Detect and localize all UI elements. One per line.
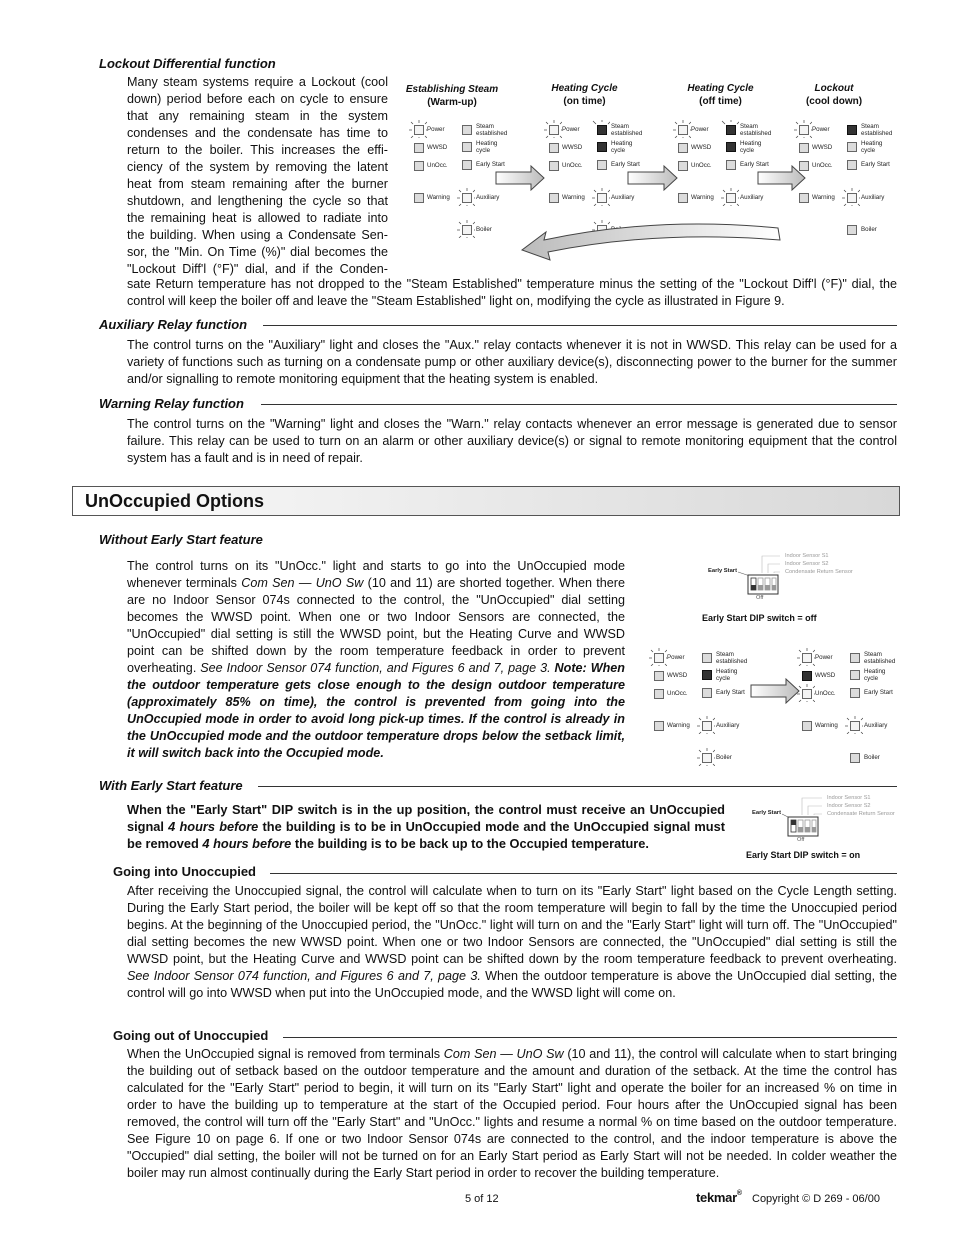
fig9-panel-1-aux-label-line: Auxiliary bbox=[476, 194, 500, 201]
lockout-paragraph-tail: sate Return temperature has not dropped to the "Steam Established" temperature minus the setting of the "Lockout Diff'l (°F)" dial, the control will keep the boiler off and leave the "Steam Established" light on, modifying the cycle as illustrated in Figure 9. bbox=[127, 277, 897, 308]
unocc-after-heat1-label-line: Heating bbox=[864, 668, 886, 675]
lockout-line: heat from steam remaining after the burner bbox=[127, 177, 388, 191]
fig9-panel-1-power-label-line: Power bbox=[427, 126, 445, 133]
fig9-panel-1-steam1-label-line: established bbox=[476, 130, 508, 137]
fig9-panel-3-warning-label-line: Warning bbox=[691, 194, 714, 201]
unocc-before-heat1-label-line: cycle bbox=[716, 675, 731, 682]
dip-on-graphic bbox=[744, 790, 944, 840]
panel-1-heading: Establishing Steam (Warm-up) bbox=[405, 84, 499, 108]
going-into-rule bbox=[270, 873, 897, 874]
fig9-panel-2-wwsd-label-line: WWSD bbox=[562, 144, 583, 151]
page-number: 5 of 12 bbox=[465, 1193, 499, 1205]
fig9-panel-3-wwsd-label-line: WWSD bbox=[691, 144, 712, 151]
fig9-panel-3-heat1-label-line: Heating bbox=[740, 140, 762, 147]
going-out-paragraph: When the UnOccupied signal is removed from terminals Com Sen — UnO Sw (10 and 11), the control will calculate when to start bringing the building out of setback based on the outdoor temperature and the amount and duration of the setback. At the time the control has calculated for the "Early Start" period to begin, it will turn on its "Early Start" light and operate the boiler for an increased % on time in order to have the building up to temperature at the start of the Occupied period. Four hours after the UnOccupied signal has been removed, the control will turn off the "Early Start" and "UnOcc." lights and resume a normal % on time based on the outdoor temperature. See Figure 10 on page 6. If one or two Indoor Sensor 074s are connected to the control, and the indoor temperature is above the "Occupied" dial setting, the boiler will not be turned on for an Early Start period as Early Start will not be needed. In colder weather the boiler may run almost continually during the Early Start period in order to recover the building temperature. bbox=[127, 1047, 897, 1180]
without-early-start-note: Note: When the outdoor temperature gets close enough to the design outdoor temperature (approximately 85% on time), the control is prevented from going into the UnOccupied mode in order to avoid long pick-up times. If the control is already in the UnOccupied mode and the outdoor temperature drops below the setback limit, it will switch back into the Occupied mode. bbox=[127, 661, 625, 760]
fig9-panel-1-early-label-line: Early Start bbox=[476, 161, 505, 168]
unocc-before-warning-label-line: Warning bbox=[667, 722, 690, 729]
dip-switch-off-figure bbox=[700, 548, 900, 628]
figure-9-cycle-diagram bbox=[396, 80, 916, 270]
brand-logo: tekmar® bbox=[696, 1190, 742, 1205]
unocc-after-early-label-line: Early Start bbox=[864, 689, 893, 696]
dip-off-early-start-label: Early Start bbox=[708, 568, 737, 574]
unocc-before-steam1-label-line: Steam bbox=[716, 651, 734, 658]
fig9-panel-1-heat1-label-line: Heating bbox=[476, 140, 498, 147]
dip-on-off-label: Off bbox=[797, 837, 805, 843]
auxiliary-paragraph: The control turns on the "Auxiliary" light and closes the "Aux." relay contacts whenever it is not in WWSD. This relay can be used for a variety of functions such as turning on a condensate pump or other auxiliary device(s), disconnecting power to the burner for the summer and/or signalling to remote monitoring equipment that the heating system is enabled. bbox=[127, 338, 897, 386]
lockout-line: the remaining heat is allowed to radiate into bbox=[127, 211, 388, 225]
unocc-before-steam1-label-line: established bbox=[716, 658, 748, 665]
unoccupied-transition-diagram bbox=[646, 640, 906, 765]
warning-heading: Warning Relay function bbox=[99, 396, 244, 411]
unocc-before-wwsd-label-line: WWSD bbox=[667, 672, 688, 679]
with-early-start-rule bbox=[258, 786, 897, 787]
without-early-start-paragraph: The control turns on its "UnOcc." light and starts to go into the UnOccupied mode whenever terminals Com Sen — UnO Sw (10 and 11) are shorted together. When there are no Indoor Sensor 074s connected to the control, the "UnOccupied" dial setting becomes the WWSD point. When one or two Indoor Sensors are connected, the "UnOccupied" dial setting is still the WWSD point, but the Heating Curve and WWSD point can be shifted down by the room temperature feedback in order to prevent overheating. See Indoor Sensor 074 function, and Figures 6 and 7, page 3. Note: When the outdoor temperature gets close enough to the design outdoor temperature (approximately 85% on time), the control is prevented from going into the UnOccupied mode in order to avoid long pick-up times. If the control is already in the UnOccupied mode and the outdoor temperature drops below the setback limit, it will switch back into the Occupied mode. bbox=[127, 559, 625, 760]
section-title: UnOccupied Options bbox=[85, 491, 265, 511]
unocc-after-boiler-label-line: Boiler bbox=[864, 754, 880, 761]
unocc-before-early-label-line: Early Start bbox=[716, 689, 745, 696]
dip-off-graphic bbox=[700, 548, 900, 598]
fig9-panel-4-early-label-line: Early Start bbox=[861, 161, 890, 168]
going-into-heading: Going into Unoccupied bbox=[113, 864, 256, 879]
with-early-start-heading: With Early Start feature bbox=[99, 778, 243, 793]
panel-4-heading: Lockout (cool down) bbox=[805, 83, 863, 107]
with-early-start-paragraph: When the "Early Start" DIP switch is in the up position, the control must receive an UnOccupied signal 4 hours before the building is to be in UnOccupied mode and the UnOccupied signal must be removed 4 hours before the building is to be back up to the Occupied temperature. bbox=[127, 802, 726, 851]
unocc-before-heat1-label-line: Heating bbox=[716, 668, 738, 675]
fig9-panel-2-heat1-label-line: Heating bbox=[611, 140, 633, 147]
fig9-panel-3-heat1-label-line: cycle bbox=[740, 147, 755, 154]
lockout-line: ciency of the system by removing the latent bbox=[127, 160, 388, 174]
unocc-after-warning-label-line: Warning bbox=[815, 722, 838, 729]
copyright: Copyright © D 269 - 06/00 bbox=[752, 1193, 880, 1205]
unocc-before-power-label-line: Power bbox=[667, 654, 685, 661]
fig9-panel-4-steam1-label-line: established bbox=[861, 130, 893, 137]
dip-off-s1-label: Indoor Sensor S1 bbox=[785, 553, 829, 559]
going-into-paragraph: After receiving the Unoccupied signal, the control will calculate when to turn on its "Early Start" light based on the Cycle Length setting. During the Early Start period, the boiler will be kept off so that the room temperature will begin to fall by the time the Unoccupied period begins. At the beginning of the Unoccupied period, the "UnOcc." light will turn on and the "Early Start" light will turn off. The "UnOccupied" dial setting becomes the new WWSD point. When one or two Indoor Sensors are connected, the "UnOccupied" dial setting is still the WWSD point, but the Heating Curve and WWSD point can be shifted down by the room temperature feedback to prevent overheating. See Indoor Sensor 074 function, and Figures 6 and 7, page 3. When the outdoor temperature is above the UnOccupied dial setting, the control will go into WWSD when put into the UnOccupied mode, and the WWSD light will come on. bbox=[127, 884, 897, 1000]
fig9-panel-4-boiler-label-line: Boiler bbox=[861, 226, 877, 233]
fig9-panel-1-heat1-label-line: cycle bbox=[476, 147, 491, 154]
auxiliary-heading: Auxiliary Relay function bbox=[99, 317, 248, 332]
panel-2-heading: Heating Cycle (on time) bbox=[551, 83, 618, 107]
arrow-right-3 bbox=[758, 166, 805, 190]
lockout-line: return to the boiler. This increases the effi- bbox=[127, 143, 388, 157]
fig9-panel-1-boiler-label-line: Boiler bbox=[476, 226, 492, 233]
lockout-line: Many steam systems require a Lockout (cool bbox=[127, 75, 388, 89]
fig9-panel-2-warning-label-line: Warning bbox=[562, 194, 585, 201]
fig9-panel-2-power-label-line: Power bbox=[562, 126, 580, 133]
fig9-panel-4-heat1-label-line: cycle bbox=[861, 147, 876, 154]
fig9-panel-4-steam1-label-line: Steam bbox=[861, 123, 879, 130]
arrow-right-1 bbox=[496, 166, 544, 190]
lockout-line: "Lockout Diff'l (°F)" dial, and if the Conden- bbox=[127, 262, 388, 276]
fig9-panel-2-steam1-label-line: Steam bbox=[611, 123, 629, 130]
unocc-after-steam1-label-line: Steam bbox=[864, 651, 882, 658]
cycle-arrows bbox=[396, 80, 916, 270]
lockout-heading: Lockout Differential function bbox=[99, 56, 276, 71]
auxiliary-rule bbox=[263, 325, 897, 326]
unocc-before-boiler-label-line: Boiler bbox=[716, 754, 732, 761]
dip-on-caption: Early Start DIP switch = on bbox=[746, 850, 861, 860]
unocc-after-steam1-label-line: established bbox=[864, 658, 896, 665]
warning-rule bbox=[261, 404, 897, 405]
unocc-after-wwsd-label-line: WWSD bbox=[815, 672, 836, 679]
going-out-heading: Going out of Unoccupied bbox=[113, 1028, 269, 1043]
lockout-line: sor, the "Min. On Time (%)" dial becomes the bbox=[127, 245, 388, 259]
lockout-line: that any remaining steam in the system bbox=[127, 109, 388, 123]
arrow-return bbox=[522, 224, 780, 260]
arrow-right-2 bbox=[628, 166, 677, 190]
lockout-line: condenses and the condensate has time to bbox=[127, 126, 388, 140]
fig9-panel-2-steam1-label-line: established bbox=[611, 130, 643, 137]
fig9-panel-4-heat1-label-line: Heating bbox=[861, 140, 883, 147]
unocc-before-aux-label-line: Auxiliary bbox=[716, 722, 740, 729]
fig9-panel-2-aux-label-line: Auxiliary bbox=[611, 194, 635, 201]
unocc-after-power-label-line: Power bbox=[815, 654, 833, 661]
fig9-panel-2-early-label-line: Early Start bbox=[611, 161, 640, 168]
lockout-line: shutdown, and lengthening the cycle so that bbox=[127, 194, 388, 208]
lockout-line: the building. When using a Condensate Sen- bbox=[127, 228, 388, 242]
fig9-panel-2-heat1-label-line: cycle bbox=[611, 147, 626, 154]
dip-off-s2-label: Indoor Sensor S2 bbox=[785, 561, 829, 567]
dip-on-early-start-label: Early Start bbox=[752, 810, 781, 816]
unoccupied-section-bar bbox=[72, 486, 900, 516]
unocc-after-heat1-label-line: cycle bbox=[864, 675, 879, 682]
fig9-panel-3-unocc-label-line: UnOcc. bbox=[691, 162, 712, 169]
fig9-panel-3-steam1-label-line: Steam bbox=[740, 123, 758, 130]
dip-on-cond-label: Condensate Return Sensor bbox=[827, 811, 895, 817]
fig9-panel-1-unocc-label-line: UnOcc. bbox=[427, 162, 448, 169]
dip-on-s1-label: Indoor Sensor S1 bbox=[827, 795, 871, 801]
fig9-panel-4-warning-label-line: Warning bbox=[812, 194, 835, 201]
unocc-after-unocc-label-line: UnOcc. bbox=[815, 690, 836, 697]
dip-switch-on-figure bbox=[744, 790, 944, 865]
fig9-panel-4-unocc-label-line: UnOcc. bbox=[812, 162, 833, 169]
dip-off-off-label: Off bbox=[756, 595, 764, 601]
fig9-panel-4-wwsd-label-line: WWSD bbox=[812, 144, 833, 151]
fig9-panel-1-steam1-label-line: Steam bbox=[476, 123, 494, 130]
unocc-after-aux-label-line: Auxiliary bbox=[864, 722, 888, 729]
panel-3-heading: Heating Cycle (off time) bbox=[687, 83, 754, 107]
dip-off-caption: Early Start DIP switch = off bbox=[702, 613, 817, 623]
dip-on-s2-label: Indoor Sensor S2 bbox=[827, 803, 871, 809]
lockout-paragraph bbox=[127, 74, 388, 278]
fig9-panel-4-aux-label-line: Auxiliary bbox=[861, 194, 885, 201]
without-early-start-heading: Without Early Start feature bbox=[99, 532, 263, 547]
fig9-panel-3-aux-label-line: Auxiliary bbox=[740, 194, 764, 201]
fig9-panel-3-early-label-line: Early Start bbox=[740, 161, 769, 168]
fig9-panel-4-power-label-line: Power bbox=[812, 126, 830, 133]
unocc-before-unocc-label-line: UnOcc. bbox=[667, 690, 688, 697]
unocc-arrow bbox=[646, 640, 906, 765]
lockout-line: down) period before each on cycle to ensure bbox=[127, 92, 388, 106]
going-out-rule bbox=[283, 1037, 897, 1038]
warning-paragraph: The control turns on the "Warning" light and closes the "Warn." relay contacts whenever an error message is generated due to sensor failure. This relay can be used to turn on an alarm or other auxiliary device(s) or signal to remote monitoring equipment that the control system has a fault and is in need of repair. bbox=[127, 417, 897, 465]
fig9-panel-1-wwsd-label-line: WWSD bbox=[427, 144, 448, 151]
fig9-panel-3-steam1-label-line: established bbox=[740, 130, 772, 137]
fig9-panel-1-warning-label-line: Warning bbox=[427, 194, 450, 201]
fig9-panel-3-power-label-line: Power bbox=[691, 126, 709, 133]
fig9-panel-2-unocc-label-line: UnOcc. bbox=[562, 162, 583, 169]
dip-off-cond-label: Condensate Return Sensor bbox=[785, 569, 853, 575]
